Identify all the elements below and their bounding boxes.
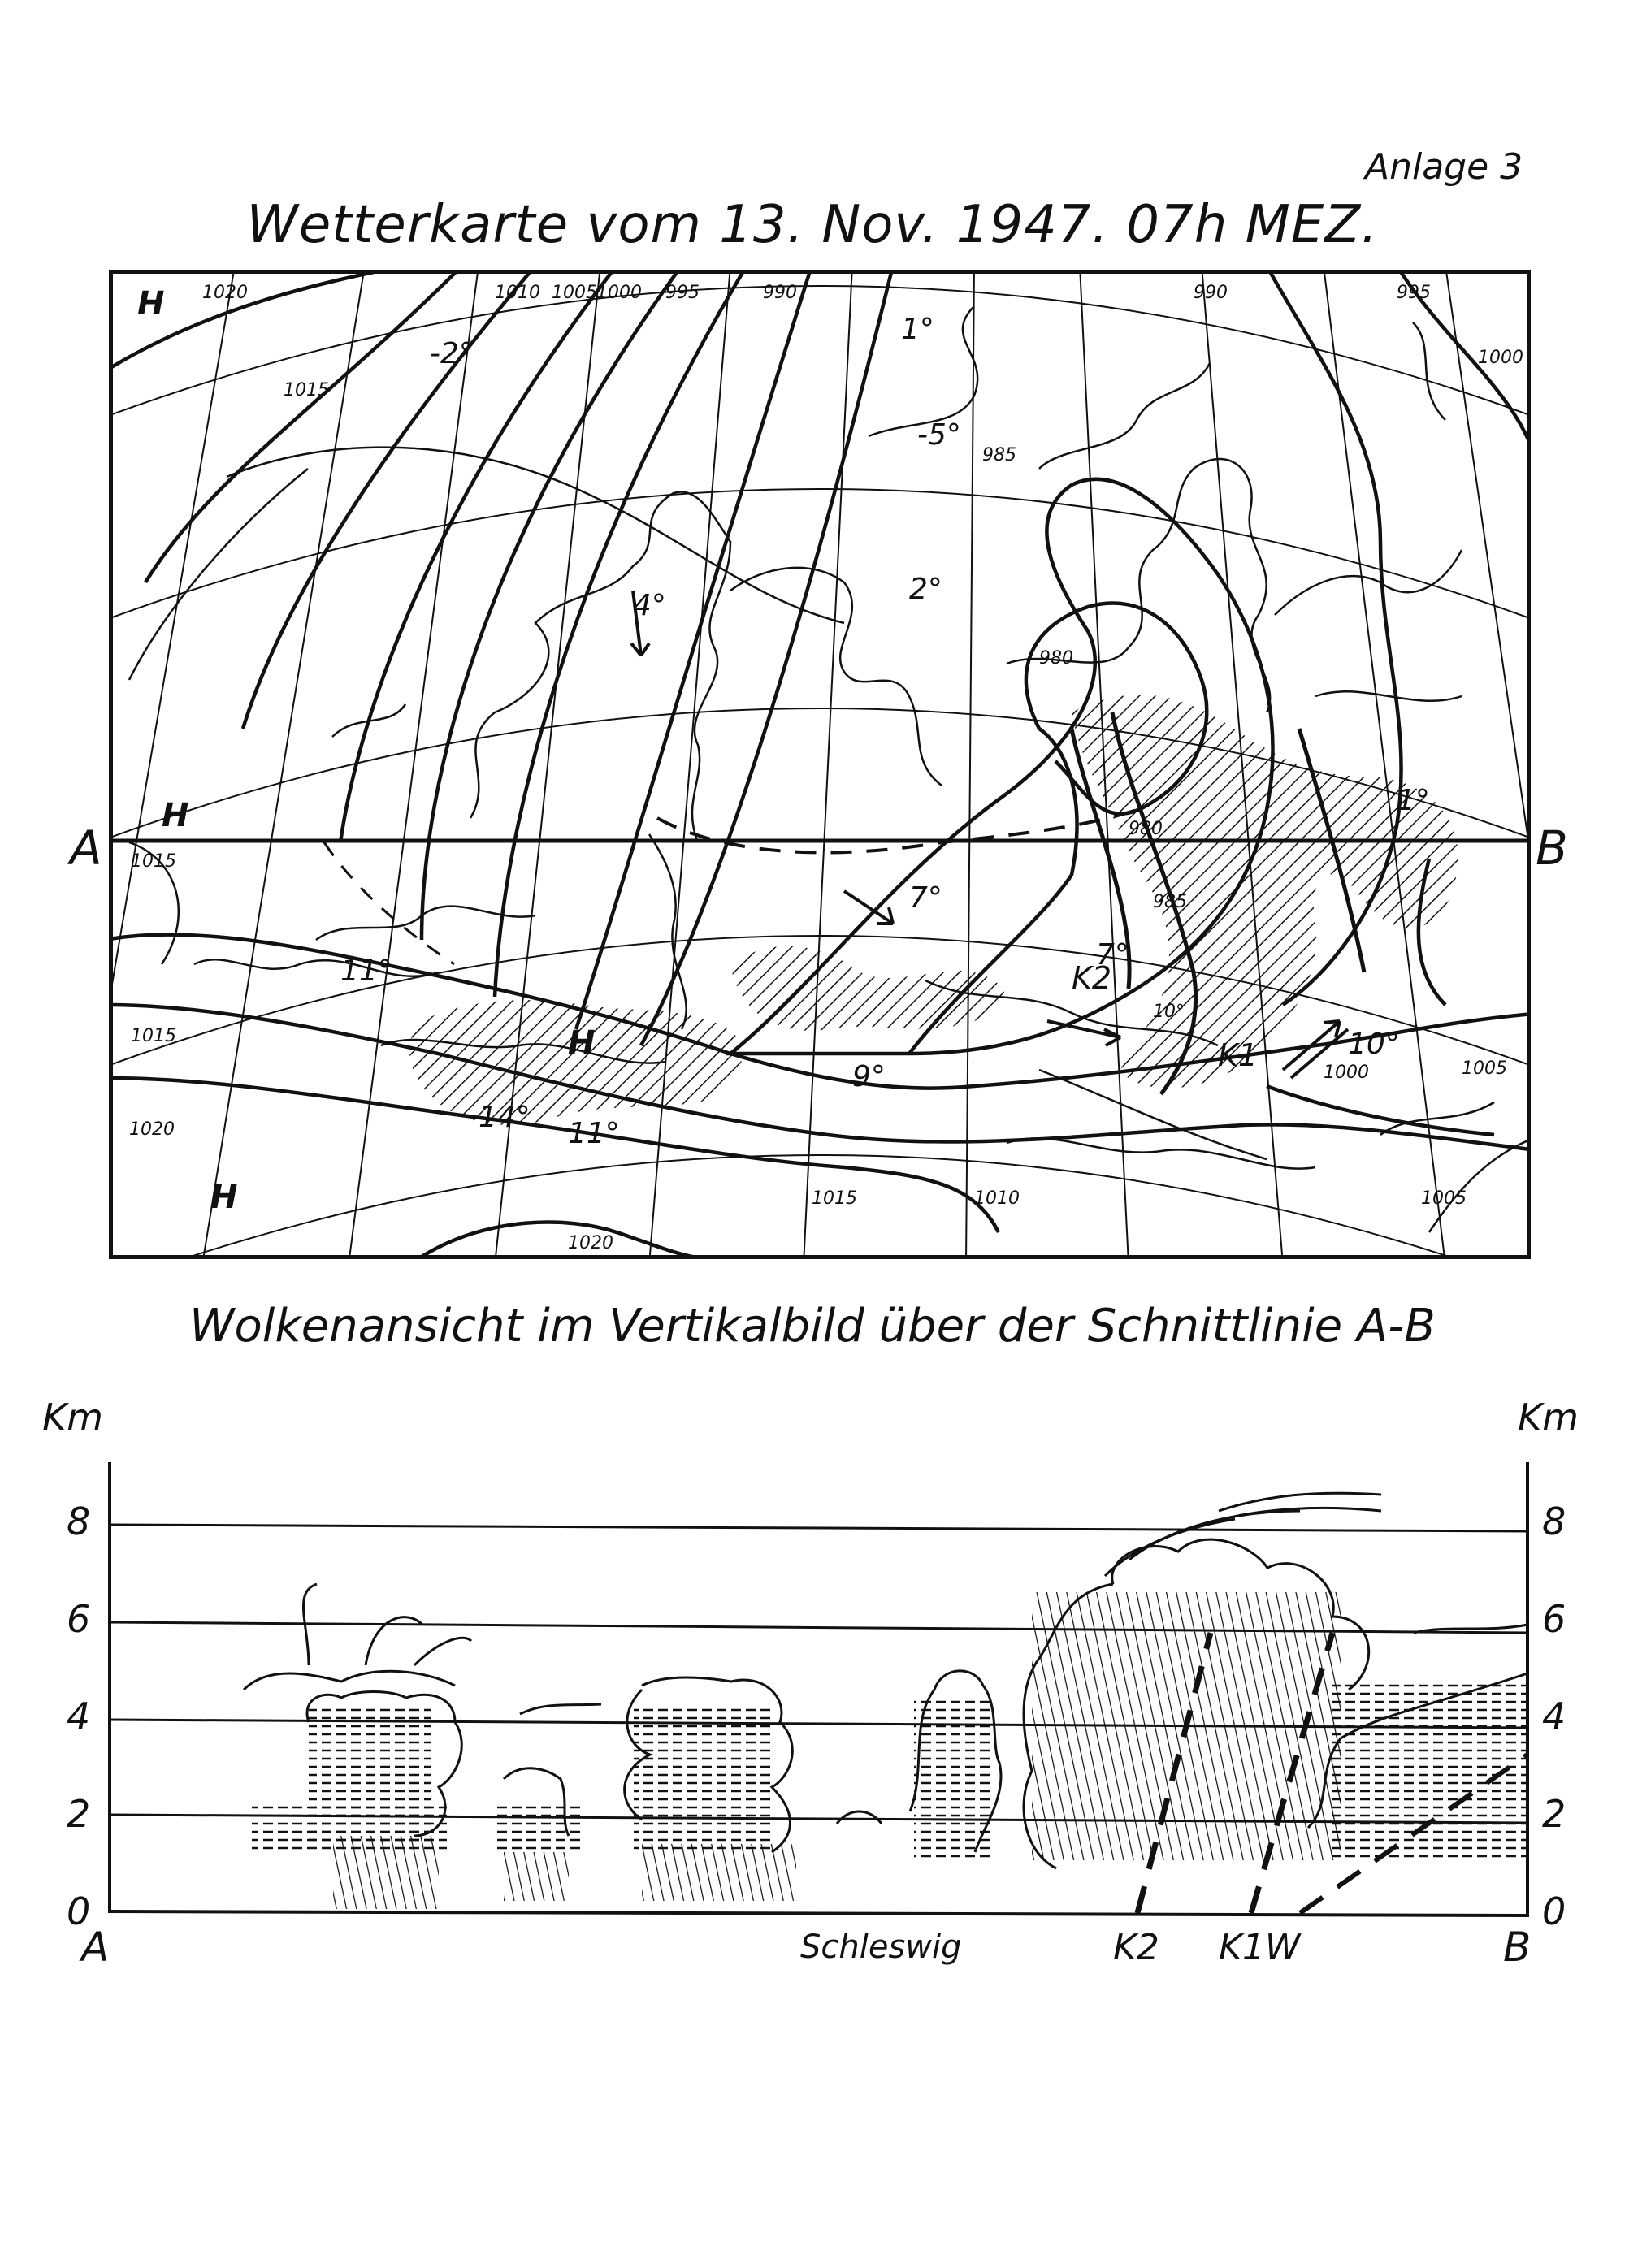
left-tick-6: 6 (67, 1597, 91, 1641)
isobar-label: 1005 (552, 283, 597, 303)
right-tick-8: 8 (1542, 1500, 1566, 1543)
front-slopes (1138, 1633, 1528, 1913)
annex-label: Anlage 3 (1365, 146, 1523, 188)
temperature-label: 1° (901, 313, 934, 346)
frontal-cloud-mass (1024, 1493, 1381, 1868)
cloud-cell-1 (244, 1584, 471, 1909)
section-bottom-k2: K2 (1113, 1927, 1159, 1968)
isobar-label: 1010 (495, 283, 540, 303)
right-axis-unit: Km (1518, 1396, 1579, 1439)
section-bottom-a: A (81, 1924, 110, 1971)
isobar-label: 995 (665, 283, 700, 303)
front-label: K2 (1072, 960, 1112, 996)
right-tick-4: 4 (1542, 1695, 1566, 1738)
temperature-label: -2° (430, 337, 474, 370)
high-pressure-label: H (568, 1024, 596, 1062)
isobar-label: 1005 (1462, 1058, 1507, 1079)
isobar-label: 990 (763, 283, 797, 303)
isobar-label: 1005 (1421, 1188, 1467, 1209)
high-pressure-label: H (162, 797, 189, 834)
section-bottom-schleswig: Schleswig (800, 1928, 962, 1966)
isobar-label: 10° (1153, 1002, 1185, 1022)
section-end-label: B (1536, 820, 1568, 876)
isobar-label: 1015 (812, 1188, 857, 1209)
temperature-label: -5° (917, 418, 961, 452)
cloud-cell-4 (837, 1671, 1001, 1860)
map-title: Wetterkarte vom 13. Nov. 1947. 07h MEZ. (246, 195, 1379, 255)
section-bottom-b: B (1503, 1924, 1532, 1971)
isobar-label: 1015 (284, 380, 329, 400)
cloud-cell-2 (496, 1704, 601, 1901)
right-tick-2: 2 (1542, 1792, 1566, 1836)
meridian-lines (113, 274, 1527, 1255)
isobar-label: 990 (1194, 283, 1228, 303)
isobar-label: 1015 (131, 1026, 176, 1046)
isobar-label: 1000 (1324, 1063, 1369, 1083)
temperature-label: 14° (479, 1101, 531, 1134)
section-bottom-k1w: K1W (1219, 1927, 1301, 1968)
left-axis-unit: Km (42, 1396, 103, 1439)
right-tick-6: 6 (1542, 1597, 1566, 1641)
section-axes (110, 1462, 1528, 1917)
temperature-label: 1° (1397, 784, 1430, 817)
isobar-label: 985 (1153, 892, 1187, 912)
isobar-label: 1015 (131, 851, 176, 872)
temperature-label: 7° (909, 881, 942, 915)
isobar-label: 1000 (596, 283, 642, 303)
front-label: K1 (1218, 1037, 1259, 1073)
isobars (113, 274, 1527, 1255)
isobar-label: 995 (1397, 283, 1431, 303)
temperature-label: 11° (568, 1117, 620, 1150)
height-grid (110, 1525, 1528, 1823)
isobar-label: 980 (1039, 648, 1073, 669)
left-tick-2: 2 (67, 1792, 91, 1836)
temperature-label: 11° (340, 954, 392, 988)
isobar-label: 1020 (202, 283, 248, 303)
isobar-label: 1000 (1478, 348, 1523, 368)
section-start-label: A (70, 820, 102, 876)
weather-map (109, 270, 1531, 1259)
isobar-label: 1020 (568, 1233, 613, 1253)
section-title: Wolkenansicht im Vertikalbild über der Schnittlinie A-B (189, 1300, 1436, 1353)
stratus-layer (1308, 1625, 1528, 1860)
cloud-cell-3 (625, 1677, 796, 1901)
isobar-label: 1010 (974, 1188, 1020, 1209)
isobar-label: 980 (1129, 819, 1163, 839)
temperature-label: 4° (633, 589, 666, 622)
temperature-label: 7° (1096, 938, 1129, 972)
temperature-label: 10° (1348, 1028, 1400, 1061)
high-pressure-label: H (137, 285, 165, 322)
temperature-label: 9° (852, 1060, 886, 1093)
isobar-label: 1020 (129, 1119, 175, 1140)
left-tick-4: 4 (67, 1695, 91, 1738)
left-tick-8: 8 (67, 1500, 91, 1543)
right-tick-0: 0 (1542, 1889, 1566, 1933)
isobar-label: 985 (982, 445, 1016, 465)
weather-map-drawing (113, 274, 1527, 1255)
left-tick-0: 0 (67, 1889, 91, 1933)
high-pressure-label: H (210, 1179, 238, 1216)
temperature-label: 2° (909, 573, 942, 606)
